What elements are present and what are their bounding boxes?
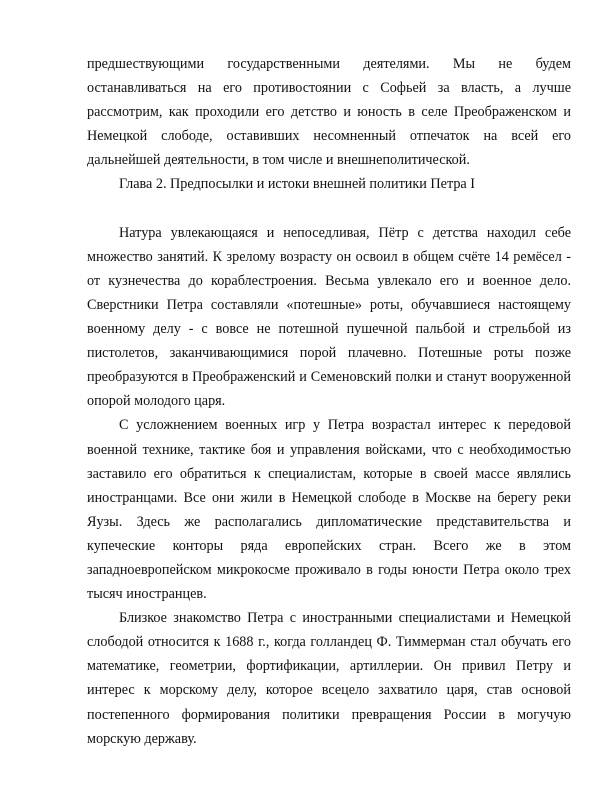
paragraph-intro-continuation: предшествующими государственными деятелями. Мы не будем останавливаться на его противостоянии с Софьей за власть, а лучше рассмотрим, как проходили его детство и юность в селе Преображенском и Немецкой слободе, оставивших несомненный отпечаток на всей его дальнейшей деятельности, в том числе и внешнеполитической. — [87, 56, 571, 169]
paragraph-childhood: Натура увлекающаяся и непоседливая, Пётр с детства находил себе множество занятий. К зрелому возрасту он освоил в общем счёте 14 ремёсел - от кузнечества до кораблестроения. Весьма увлекало его и военное дело. Сверстники Петра составляли «потешные» роты, обучавшиеся настоящему военному делу - с вовсе не потешной пушечной пальбой и стрельбой из пистолетов, заканчивающимися порой плачевно. Потешные роты позже преобразуются в Преображенский и Семеновский полки и станут вооруженной опорой молодого царя. — [87, 224, 571, 410]
chapter-heading: Глава 2. Предпосылки и истоки внешней политики Петра I — [119, 176, 475, 193]
document-body — [87, 52, 571, 751]
paragraph-foreign-specialists: Близкое знакомство Петра с иностранными специалистами и Немецкой слободой относится к 1688 г., когда голландец Ф. Тиммерман стал обучать его математике, геометрии, фортификации, артиллерии. Он привил Петру и интерес к морскому делу, которое всецело захватило царя, став основой постепенного формирования политики превращения России в могучую морскую державу. — [87, 610, 571, 747]
paragraph-military-games: С усложнением военных игр у Петра возрастал интерес к передовой военной технике, тактике боя и управления войсками, что с необходимостью заставило его обратиться к специалистам, которые в своей массе являлись иностранцами. Все они жили в Немецкой слободе в Москве на берегу реки Яузы. Здесь же располагались дипломатические представительства и купеческие конторы ряда европейских стран. Всего же в этом западноевропейском микрокосме проживало в годы юности Петра около трех тысяч иностранцев. — [87, 417, 571, 603]
blank-line — [87, 197, 571, 221]
